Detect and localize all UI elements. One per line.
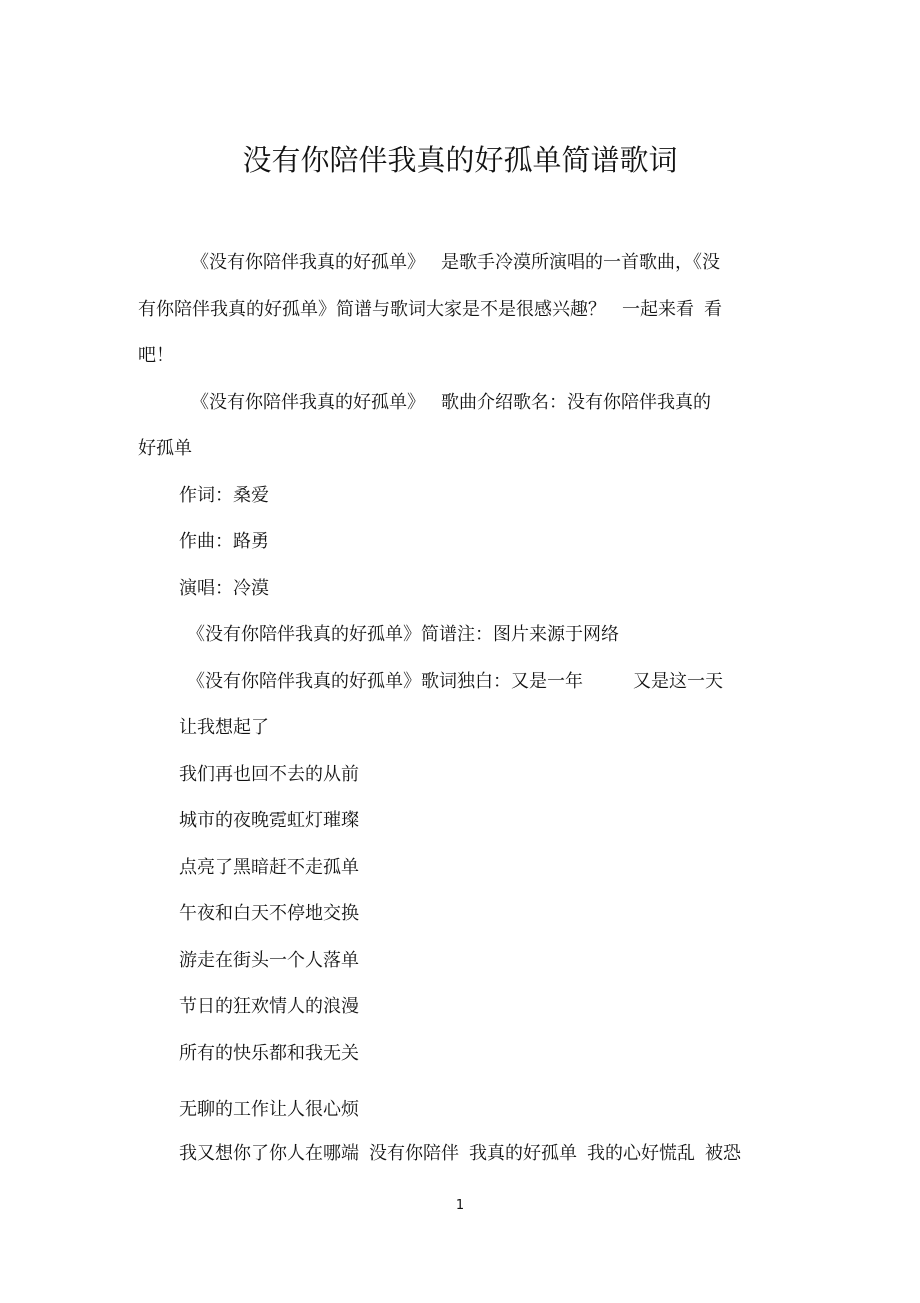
lyric-line: 游走在街头一个人落单 [179, 950, 359, 971]
lyric-segment: 被恐 [705, 1143, 741, 1164]
credit-lyricist: 作词：桑爱 [179, 485, 269, 506]
credit-composer: 作曲：路勇 [179, 531, 269, 552]
lyrics-head-text-2: 又是这一天 [633, 671, 723, 692]
lyric-line: 城市的夜晚霓虹灯璀璨 [179, 810, 359, 831]
song-intro-line-1 [191, 390, 711, 416]
intro-text-3: 一起来看 [622, 299, 694, 320]
lyric-segment: 我又想你了你人在哪端 [179, 1143, 359, 1164]
song-intro-name: 《没有你陪伴我真的好孤单》 [191, 392, 425, 413]
intro-line-3: 吧！ [138, 345, 174, 366]
intro-text-4: 看 [704, 299, 722, 320]
song-intro-text: 歌曲介绍歌名：没有你陪伴我真的 [441, 392, 711, 413]
intro-text: 是歌手冷漠所演唱的一首歌曲，《没 [441, 252, 720, 273]
intro-line-1 [191, 250, 720, 276]
lyric-line: 午夜和白天不停地交换 [179, 903, 359, 924]
lyric-line: 节日的狂欢情人的浪漫 [179, 996, 359, 1017]
intro-line-2 [138, 297, 722, 323]
score-note: 《没有你陪伴我真的好孤单》简谱注：图片来源于网络 [187, 624, 619, 645]
lyric-segment: 没有你陪伴 [369, 1143, 459, 1164]
lyrics-head [187, 669, 723, 695]
lyric-line: 无聊的工作让人很心烦 [179, 1099, 359, 1120]
lyric-line: 点亮了黑暗赶不走孤单 [179, 857, 359, 878]
intro-text-2: 有你陪伴我真的好孤单》简谱与歌词大家是不是很感兴趣？ [138, 299, 606, 320]
lyrics-head-text: 《没有你陪伴我真的好孤单》歌词独白：又是一年 [187, 671, 583, 692]
lyric-last-line [179, 1141, 741, 1167]
lyric-segment: 我真的好孤单 [469, 1143, 577, 1164]
song-intro-line-2: 好孤单 [138, 438, 192, 459]
lyric-line: 所有的快乐都和我无关 [179, 1043, 359, 1064]
lyric-line: 我们再也回不去的从前 [179, 764, 359, 785]
lyric-segment: 我的心好慌乱 [587, 1143, 695, 1164]
credit-singer: 演唱：冷漠 [179, 578, 269, 599]
page-number: 1 [455, 1198, 465, 1213]
document-title: 没有你陪伴我真的好孤单简谱歌词 [242, 143, 678, 177]
intro-song-name: 《没有你陪伴我真的好孤单》 [191, 252, 425, 273]
lyric-line: 让我想起了 [179, 717, 269, 738]
